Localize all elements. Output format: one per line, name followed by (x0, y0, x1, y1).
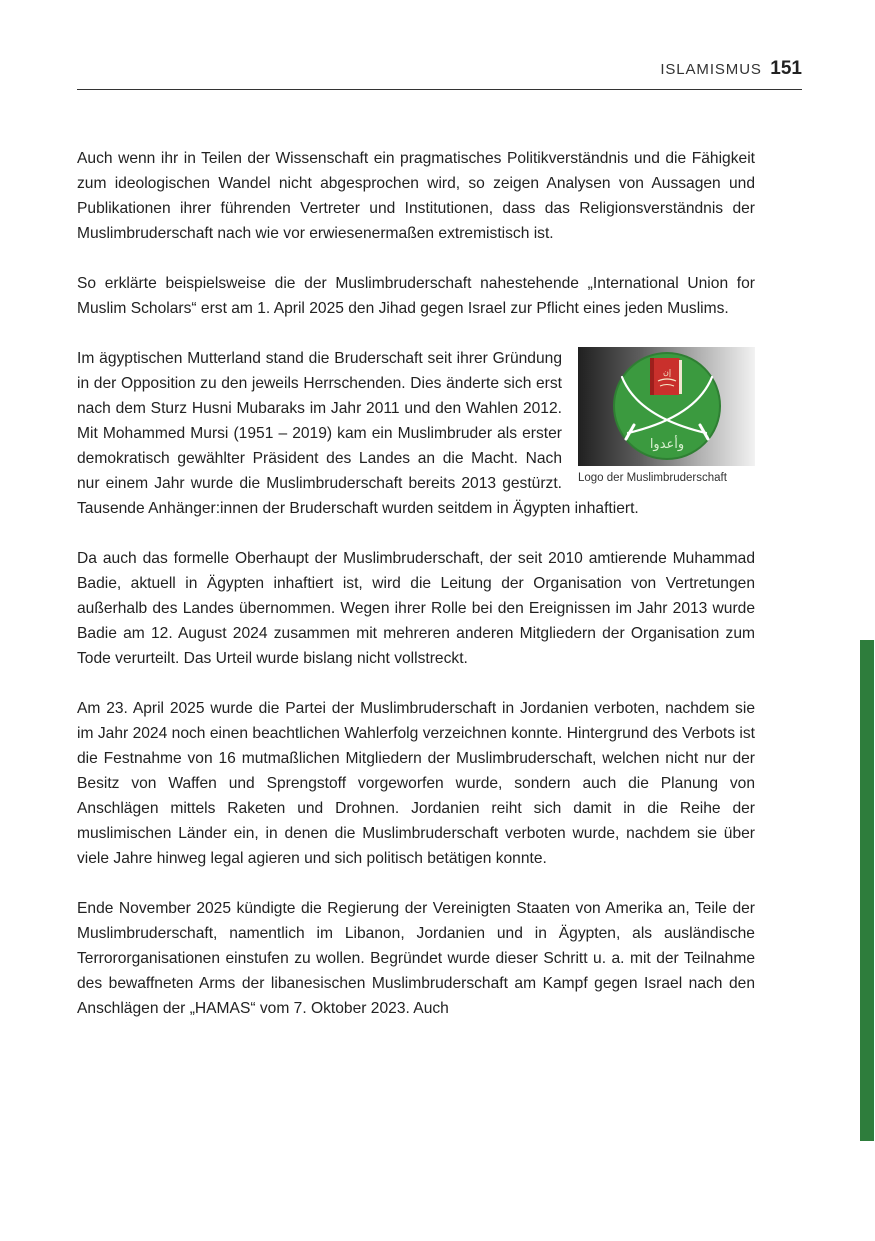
chapter-color-tab (860, 640, 874, 1141)
section-name: ISLAMISMUS (660, 61, 762, 78)
logo-figure (578, 347, 755, 486)
page-header (77, 56, 802, 90)
svg-text:إن: إن (662, 368, 672, 377)
book-icon (650, 358, 682, 395)
running-head (660, 58, 802, 80)
paragraph-1: Auch wenn ihr in Teilen der Wissenschaft ein pragmatisches Politikverständnis und die Fähigkeit zum ideologischen Wandel nicht abgesprochen wird, so zeigen Analysen von Aussagen und Publikationen ihrer führenden Vertreter und Institutionen, dass das Religionsverständnis der Muslimbruderschaft nach wie vor erwiesenermaßen extremistisch ist. (77, 150, 755, 242)
paragraph-4: Da auch das formelle Oberhaupt der Muslimbruderschaft, der seit 2010 amtierende Muhammad Badie, aktuell in Ägypten inhaftiert ist, wird die Leitung der Organisation von Vertretungen außerhalb des Landes übernommen. Wegen ihrer Rolle bei den Ereignissen im Jahr 2013 wurde Badie am 12. August 2024 zusammen mit mehreren anderen Mitgliedern der Organisation zum Tode verurteilt. Das Urteil wurde bislang nicht vollstreckt. (77, 550, 755, 667)
figure-caption: Logo der Muslimbruderschaft (578, 472, 727, 484)
paragraph-6: Ende November 2025 kündigte die Regierung der Vereinigten Staaten von Amerika an, Teile der Muslimbruderschaft, namentlich im Libanon, Jordanien und in Ägypten, als ausländische Terrororganisationen einstufen zu wollen. Begründet wurde dieser Schritt u. a. mit der Teilnahme des bewaffneten Arms der libanesischen Muslimbruderschaft am Kampf gegen Israel nach den Anschlägen der „HAMAS“ vom 7. Oktober 2023. Auch (77, 900, 755, 1017)
brotherhood-emblem-icon (578, 347, 755, 466)
paragraph-3: Im ägyptischen Mutterland stand die Bruderschaft seit ihrer Gründung in der Opposition zu den jeweils Herrschenden. Dies änderte sich erst nach dem Sturz Husni Mubaraks im Jahr 2011 und den Wahlen 2012. Mit Mohammed Mursi (1951 – 2019) kam ein Muslimbruder als erster demokratisch gewählter Präsident des Landes an die Macht. Nach nur einem Jahr wurde die Muslimbruderschaft bereits 2013 gestürzt. Tausende Anhänger:innen der Bruderschaft wurden seitdem in Ägypten inhaftiert. (77, 350, 639, 517)
paragraph-5: Am 23. April 2025 wurde die Partei der Muslimbruderschaft in Jordanien verboten, nachdem sie im Jahr 2024 noch einen beachtlichen Wahlerfolg verzeichnen konnte. Hintergrund des Verbots ist die Festnahme von 16 mutmaßlichen Mitgliedern der Muslimbruderschaft, welchen nicht nur der Besitz von Waffen und Sprengstoff vorgeworfen wurde, sondern auch die Planung von Anschlägen mittels Raketen und Drohnen. Jordanien reiht sich damit in die Reihe der muslimischen Länder ein, in denen die Muslimbruderschaft verboten wurde, nachdem sie über viele Jahre hinweg legal agieren und sich politisch betätigen konnte. (77, 700, 755, 867)
page-number: 151 (770, 58, 802, 79)
body-text (77, 146, 755, 1046)
paragraph-2: So erklärte beispielsweise die der Muslimbruderschaft nahestehende „International Union for Muslim Scholars“ erst am 1. April 2025 den Jihad gegen Israel zur Pflicht eines jeden Muslims. (77, 275, 755, 317)
logo-motto: وأعدوا (649, 437, 685, 452)
logo-image (578, 347, 755, 466)
